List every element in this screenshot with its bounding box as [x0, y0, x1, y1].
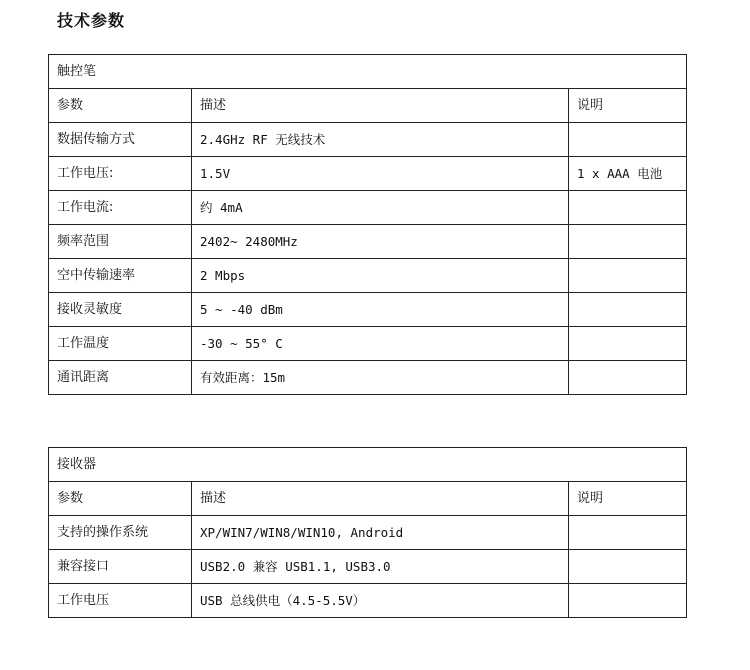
param-note: 1 x AAA 电池: [569, 157, 687, 191]
table-row: [49, 191, 687, 225]
param-description: 1.5V: [192, 157, 569, 191]
receiver-spec-table: [48, 447, 687, 618]
page-title: 技术参数: [57, 11, 126, 30]
param-note: [569, 550, 687, 584]
section-header-row: [49, 55, 687, 89]
table-row: [49, 123, 687, 157]
table-row: [49, 293, 687, 327]
param-description: USB 总线供电（4.5-5.5V）: [192, 584, 569, 618]
param-note: [569, 123, 687, 157]
column-header-note: 说明: [569, 89, 687, 123]
param-note: [569, 225, 687, 259]
section-header-row: [49, 448, 687, 482]
column-header-row: [49, 89, 687, 123]
param-description: XP/WIN7/WIN8/WIN10, Android: [192, 516, 569, 550]
section-title: 触控笔: [49, 55, 687, 89]
param-description: 2402~ 2480MHz: [192, 225, 569, 259]
param-name: 工作温度: [49, 327, 192, 361]
param-name: 兼容接口: [49, 550, 192, 584]
table-row: [49, 550, 687, 584]
param-name: 数据传输方式: [49, 123, 192, 157]
param-name: 工作电压:: [49, 157, 192, 191]
param-note: [569, 584, 687, 618]
param-note: [569, 191, 687, 225]
param-description: 约 4mA: [192, 191, 569, 225]
table-row: [49, 361, 687, 395]
column-header-note: 说明: [569, 482, 687, 516]
table-row: [49, 516, 687, 550]
param-name: 空中传输速率: [49, 259, 192, 293]
param-description: 5 ~ -40 dBm: [192, 293, 569, 327]
param-note: [569, 361, 687, 395]
table-row: [49, 259, 687, 293]
param-description: 2.4GHz RF 无线技术: [192, 123, 569, 157]
table-row: [49, 327, 687, 361]
param-name: 频率范围: [49, 225, 192, 259]
stylus-spec-table: [48, 54, 687, 395]
table-row: [49, 584, 687, 618]
param-name: 工作电压: [49, 584, 192, 618]
param-note: [569, 327, 687, 361]
column-header-param: 参数: [49, 482, 192, 516]
column-header-description: 描述: [192, 89, 569, 123]
param-note: [569, 516, 687, 550]
table-row: [49, 225, 687, 259]
param-note: [569, 293, 687, 327]
param-name: 通讯距离: [49, 361, 192, 395]
param-name: 接收灵敏度: [49, 293, 192, 327]
param-description: -30 ~ 55° C: [192, 327, 569, 361]
column-header-description: 描述: [192, 482, 569, 516]
column-header-row: [49, 482, 687, 516]
param-description: USB2.0 兼容 USB1.1, USB3.0: [192, 550, 569, 584]
param-name: 工作电流:: [49, 191, 192, 225]
param-description: 有效距离：15m: [192, 361, 569, 395]
param-note: [569, 259, 687, 293]
table-row: [49, 157, 687, 191]
param-description: 2 Mbps: [192, 259, 569, 293]
param-name: 支持的操作系统: [49, 516, 192, 550]
section-title: 接收器: [49, 448, 687, 482]
column-header-param: 参数: [49, 89, 192, 123]
